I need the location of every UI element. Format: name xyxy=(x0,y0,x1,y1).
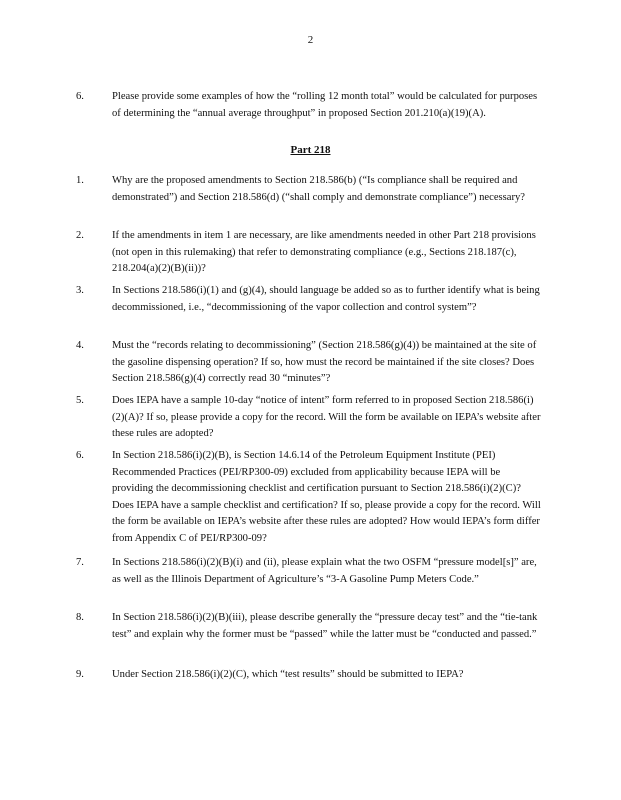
question-text: Why are the proposed amendments to Section 218.586(b) (“Is compliance shall be required and demonstrated”) and Section 218.586(d) (“shall comply and demonstrate compliance”) necessary? xyxy=(112,175,526,203)
question-text: In Sections 218.586(i)(1) and (g)(4), should language be added so as to further identify what is being decommissioned, i.e., “decommissioning of the vapor collection and control system”? xyxy=(112,285,540,313)
question-text: Does IEPA have a sample 10-day “notice of intent” form referred to in proposed Section 218.586(i)(2)(A)? If so, please provide a copy for the record. Will the form be available on IEPA’s website after these rules are adopted? xyxy=(112,395,541,440)
question-text: Must the “records relating to decommissioning” (Section 218.586(g)(4)) be maintained at the site of the gasoline dispensing operation? If so, how must the record be maintained if the site closes? Does Section 218.586(g)(4) correctly read 30 “minutes”? xyxy=(112,340,537,385)
question-text: Please provide some examples of how the “rolling 12 month total” would be calculated for purposes of determining the “annual average throughput” in proposed Section 201.210(a)(19)(A). xyxy=(112,91,538,119)
page-number: 2 xyxy=(307,34,314,46)
section-heading: Part 218 xyxy=(290,144,331,156)
question-number: 9. xyxy=(76,669,84,680)
question-number: 6. xyxy=(76,91,84,102)
question-text: In Sections 218.586(i)(2)(B)(i) and (ii), please explain what the two OSFM “pressure model[s]” are, as well as the Illinois Department of Agriculture’s “3-A Gasoline Pump Meters Code.” xyxy=(112,557,537,585)
question-number: 2. xyxy=(76,230,84,241)
question-text: Under Section 218.586(i)(2)(C), which “test results” should be submitted to IEPA? xyxy=(112,669,464,680)
question-number: 3. xyxy=(76,285,84,296)
question-number: 8. xyxy=(76,612,84,623)
question-text: In Section 218.586(i)(2)(B), is Section 14.6.14 of the Petroleum Equipment Institute (PEI) Recommended Practices (PEI/RP300-09) excluded from applicability because IEPA will be providing the decommissioning checklist and certification pursuant to Section 218.586(i)(2)(C)? Does IEPA have a sample checklist and certification? If so, please provide a copy for the record. Will the form be available on IEPA’s website after these rules are adopted? How would IEPA’s form differ from Appendix C of PEI/RP300-09? xyxy=(112,450,541,544)
question-text: If the amendments in item 1 are necessary, are like amendments needed in other Part 218 provisions (not open in this rulemaking) that refer to demonstrating compliance (e.g., Sections 218.187(c), 218.204(a)(2)(B)(ii))? xyxy=(112,230,536,275)
question-number: 6. xyxy=(76,450,84,461)
question-number: 4. xyxy=(76,340,84,351)
question-number: 7. xyxy=(76,557,84,568)
question-number: 5. xyxy=(76,395,84,406)
question-text: In Section 218.586(i)(2)(B)(iii), please describe generally the “pressure decay test” and the “tie-tank test” and explain why the former must be “passed” while the latter must be “conducted and passed.” xyxy=(112,612,538,640)
question-number: 1. xyxy=(76,175,84,186)
